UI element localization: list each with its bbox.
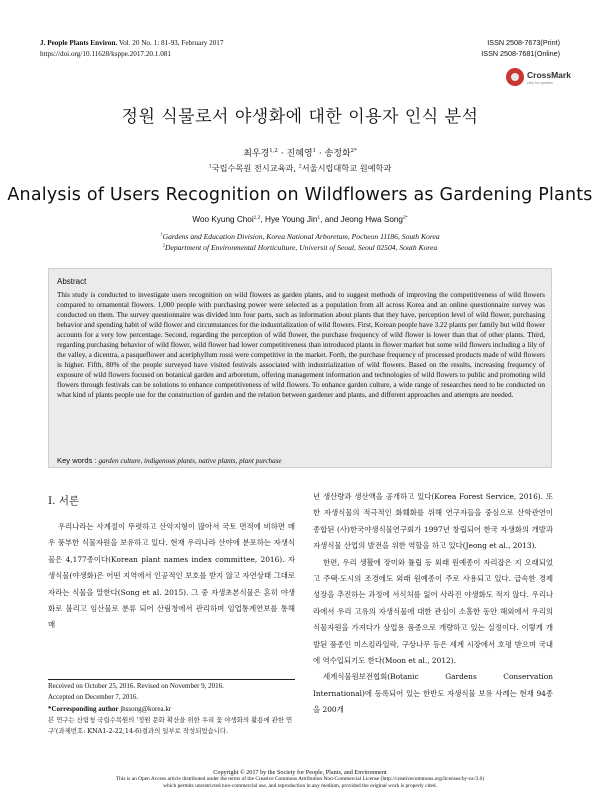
affil-ko: 국립수목원 전시교육과,	[211, 163, 299, 173]
license-line: This is an Open Access article distributed under the terms of the Creative Commons Attribution Non-Commercial License (http://creativecommons.org/licenses/by-nc/3.0)	[115, 776, 485, 782]
crossmark-sublabel: click for updates	[527, 81, 553, 85]
affil-sup: 1	[208, 163, 212, 170]
title-korean: 정원 식물로서 야생화에 대한 이용자 인식 분석	[121, 107, 479, 127]
journal-header	[40, 38, 224, 59]
abstract-heading: Abstract	[57, 277, 87, 286]
affil-ko: 서울시립대학교 원예학과	[301, 163, 392, 173]
author-sup: 2*	[402, 215, 408, 221]
issn-print: ISSN 2508-7673(Print)	[487, 38, 560, 47]
abstract-box	[48, 268, 552, 468]
journal-name: J. People Plants Environ.	[40, 39, 118, 47]
journal-volume-info: Vol. 20 No. 1: 81-93, February 2017	[118, 39, 224, 47]
author-sup: 1,2	[269, 148, 278, 154]
footnote	[48, 681, 295, 737]
body-paragraph: 한편, 우리 생활에 장미와 튤립 등 외래 원예종이 자리잡은 지 오래되었고 주택·도시의 조경에도 외래 원예종이 주로 사용되고 있다. 급속한 경제성장을 추진하는 과정에 서식처를 잃어 사라진 야생화도 적지 않다. 우리나라에서 우리 고유의 자생식물에 대한 관심이 소홀한 동안 해외에서 우리의 식물자원을 가져다가 상업용 품종으로 개량하고 있는 실정이다. 이렇게 개발된 품종인 미스킴라일락, 구상나무 등은 세계 시장에서 호평 받으며 국내에 역수입되기도 한다(Moon et al., 2012).	[313, 557, 553, 666]
affil-en: Gardens and Education Division, Korea National Arboretum, Pocheon 11186, South Korea	[162, 232, 440, 241]
author-separator: ·	[277, 149, 287, 159]
title-english: Analysis of Users Recognition on Wildflowers as Gardening Plants	[7, 185, 593, 205]
body-paragraph: 년 생산량과 생산액을 공개하고 있다(Korea Forest Service, 2016). 또한 자생식물의 적극적인 화훼화를 위해 연구자들을 중심으로 산학관연이 종합된 (사)한국야생식물연구회가 1997년 창립되어 한국 자생화의 개발과 자생식물 산업의 발전을 위한 역할을 하고 있다(Jeong et al., 2013).	[313, 492, 553, 551]
author-ko: 진혜영	[286, 149, 313, 159]
copyright-line: Copyright © 2017 by the Society for People, Plants, and Environment	[213, 769, 387, 776]
funding-note: 본 연구는 산림청 국립수목원의 '정원 문화 확산을 위한 우리 꽃 야생화의 활용에 관한 연구'(과제번호: KNA1-2-22,14-6)결과의 일부로 작성되었습니다.	[48, 715, 293, 735]
crossmark-icon	[506, 68, 524, 86]
corresponding-email[interactable]: jhssong@korea.kr	[120, 704, 172, 713]
author-en: , and Jeong Hwa Song	[320, 215, 403, 224]
authors-english	[0, 215, 600, 224]
affiliations-english	[0, 231, 600, 253]
body-paragraph: 우리나라는 사계절이 뚜렷하고 산악지형이 많아서 국토 면적에 비하면 매우 풍부한 식물자원을 보유하고 있다. 현재 우리나라 산야에 분포하는 자생식물은 4,177종이다(Korean plant names index committee, 2016). 자생식물(야생화)은 어떤 지역에서 인공적인 보호를 받지 않고 자연상태 그대로 자라는 식물을 말한다(Song et al. 2015). 그 중 자생초본식물은 흔히 야생화로 불리고 임산물로 분류 되어 산림청에서 관리하며 임업통계연보를 통해 매	[48, 522, 295, 630]
issn-online: ISSN 2508-7681(Online)	[481, 48, 560, 58]
abstract-text: This study is conducted to investigate users recognition on wild flowers as garden plants, and to suggest methods of improving the competitiveness of wild flowers compared to ornamental flowers. 1,000 people with purchasing power were selected as a population from all across Korea and an online questionnaire survey was conducted on them. The survey questionnaire was divided into four parts, such as information about plants that they have, perception level of wild flower, purchasing behavior and spending habit of wild flower and circumstances for the industrialization of wild flowers. First, Korean people have 3.22 plants per family but wild flower accounts for a very low percentage. Second, regarding the perception of wild flower, the purchase frequency of wild flower is lower than that of other plants. Third, regarding purchasing behavior of wild flower, wild flower had lower competitiveness than introduced plants in flower market but some wild flowers including a lily of the valley, a dicentra, a pasqueflower and aceriphyllum rossi were competitive in the market. Forth, the purchase frequency of processed products made of wild flowers is higher. Fifth, 80% of the people surveyed have visited festivals associated with industrialization of wild flowers. Based on the results, increasing frequency of exposure of wild flowers focused on botanical garden and arboretum, offering management information and technologies of wild flowers to public and promoting wild flowers through festivals can be solutions to enhance competitiveness of wild flowers. To enhance garden culture, a wide range of researches need to be conducted on what kind of plants people use for the construction of garden and the relation between gardener and plants, and different approaches and attempts are needed.	[57, 291, 545, 400]
author-sup: 2*	[350, 148, 357, 154]
author-ko: 송정화	[324, 149, 351, 159]
author-ko: 최우경	[243, 149, 270, 159]
author-sup: 1	[312, 148, 316, 154]
copyright-block	[0, 769, 600, 790]
license-line: which permits unrestricted non-commercial use, and reproduction in any medium, provided the original work is properly cited.	[163, 783, 437, 789]
author-separator: ·	[315, 149, 325, 159]
section-heading-introduction: I. 서론	[48, 495, 80, 507]
issn-block	[481, 38, 560, 59]
authors-korean	[0, 146, 600, 159]
author-sup: 1,2	[253, 215, 261, 221]
right-column	[313, 489, 553, 719]
corresponding-author-label: *Corresponding author	[48, 704, 119, 713]
affil-sup: 2	[298, 163, 302, 170]
doi-link[interactable]: https://doi.org/10.11628/ksppe.2017.20.1.081	[40, 49, 171, 58]
affiliations-korean	[0, 163, 600, 174]
body-paragraph: 세계식물원보전협회(Botanic Gardens Conservation International)에 등록되어 있는 한반도 자생식물 보유 사례는 현재 94종을 200개	[313, 672, 553, 715]
keywords-label: Key words :	[57, 456, 97, 465]
affil-sup: 1	[160, 231, 163, 237]
crossmark-badge[interactable]	[506, 66, 571, 88]
keywords-values: garden culture, indigenous plants, native plants, plant purchase	[98, 457, 282, 465]
author-en: Woo Kyung Choi	[192, 215, 254, 224]
left-column	[48, 519, 295, 634]
received-date: Received on October 25, 2016. Revised on November 9, 2016.	[48, 682, 224, 690]
author-sup: 1	[317, 215, 321, 221]
accepted-date: Accepted on December 7, 2016.	[48, 693, 139, 702]
author-en: , Hye Young Jin	[260, 215, 318, 224]
affil-sup: 2	[162, 242, 165, 248]
footnote-divider	[48, 679, 295, 680]
keywords	[57, 456, 282, 465]
affil-en: Department of Environmental Horticulture, Universit of Seoul, Seoul 02504, South Korea	[164, 243, 438, 252]
crossmark-label: CrossMark	[527, 70, 571, 80]
